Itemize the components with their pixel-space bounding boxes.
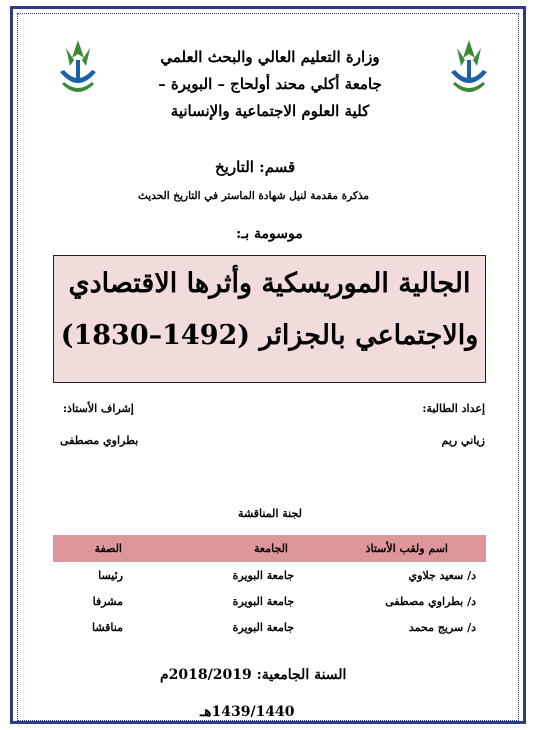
member-university: جامعة البويرة	[232, 569, 294, 582]
supervisor-label: إشراف الأستاذ:	[63, 402, 134, 415]
university-heading: جامعة أكلي محند أولحاج – البويرة –	[158, 75, 382, 93]
member-role: مشرفا	[92, 595, 123, 608]
header-professor-name: اسم ولقب الأستاذ	[365, 542, 448, 555]
member-university: جامعة البويرة	[232, 595, 294, 608]
supervisor-name: بطراوي مصطفى	[60, 434, 139, 447]
thesis-title-line1: الجالية الموريسكية وأثرها الاقتصادي	[68, 268, 471, 299]
prepared-by-label: إعداد الطالبة:	[422, 402, 485, 415]
member-name: د/ سعيد جلاوي	[408, 569, 476, 582]
thesis-title-box	[53, 255, 486, 383]
memo-description: مذكرة مقدمة لنيل شهادة الماستر في التاريخ الحديث	[138, 190, 370, 202]
table-row	[53, 562, 486, 588]
ministry-heading: وزارة التعليم العالي والبحث العلمي	[160, 48, 380, 66]
committee-table-header	[53, 535, 486, 562]
member-role: رئيسا	[98, 569, 123, 582]
header-university: الجامعة	[254, 542, 288, 555]
member-role: مناقشا	[92, 621, 123, 634]
table-row	[53, 614, 486, 640]
member-university: جامعة البويرة	[232, 621, 294, 634]
faculty-heading: كلية العلوم الاجتماعية والإنسانية	[170, 102, 370, 120]
member-name: د/ بطراوي مصطفى	[385, 595, 476, 608]
student-name: زياني ريم	[441, 434, 485, 447]
hijri-year: 1439/1440هـ	[200, 704, 295, 720]
committee-table	[53, 535, 486, 640]
department-label: قسم: التاريخ	[215, 158, 296, 176]
academic-year: السنة الجامعية: 2018/2019م	[160, 667, 347, 683]
table-row	[53, 588, 486, 614]
header-role: الصفة	[94, 542, 122, 555]
thesis-title-line2: والاجتماعي بالجزائر (1492–1830)	[60, 320, 479, 351]
marked-as-label: موسومة بـ:	[236, 226, 303, 242]
committee-title: لجنة المناقشة	[238, 507, 302, 520]
member-name: د/ سريج محمد	[408, 621, 476, 634]
